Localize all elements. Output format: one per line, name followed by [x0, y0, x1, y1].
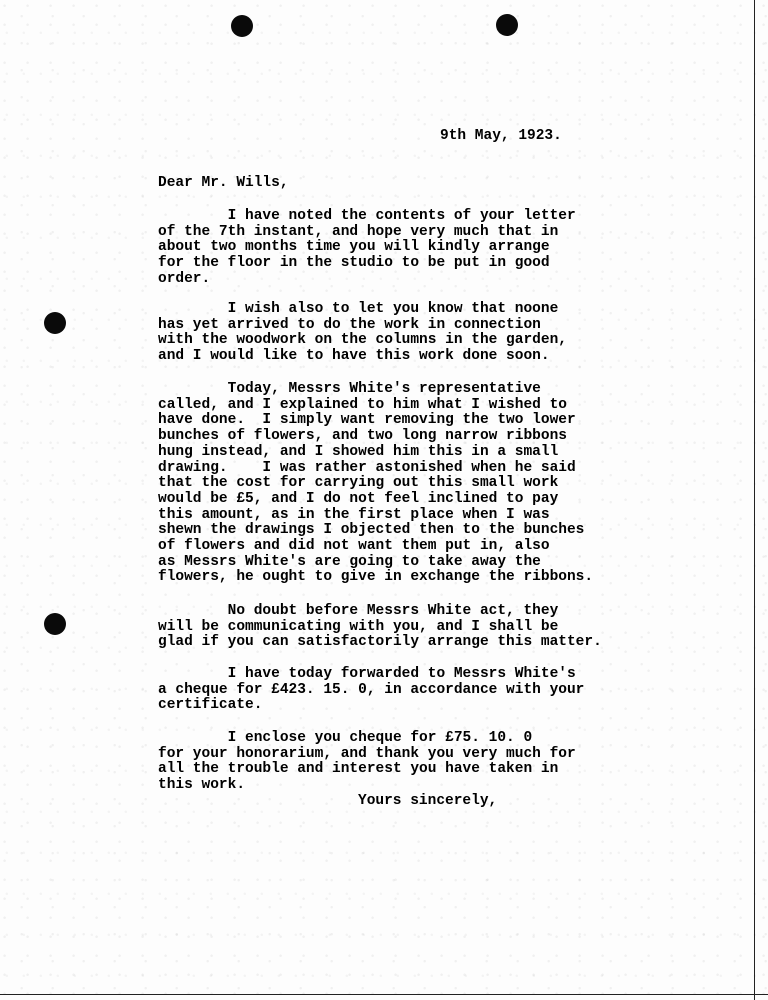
- paragraph-floor: I have noted the contents of your letter of the 7th instant, and hope very much that in about two months time you will kindly arrange for the floor in the studio to be put in good order.: [158, 208, 576, 287]
- paragraph-woodwork: I wish also to let you know that noone has yet arrived to do the work in connection with the woodwork on the columns in the garden, and I would like to have this work done soon.: [158, 301, 567, 365]
- paragraph-cheque-forwarded: I have today forwarded to Messrs White's a cheque for £423. 15. 0, in accordance with your certificate.: [158, 666, 585, 714]
- letter-date: 9th May, 1923.: [440, 128, 562, 144]
- punch-hole-left-upper: [44, 312, 66, 334]
- page-border-bottom: [0, 994, 768, 995]
- punch-hole-top: [231, 15, 253, 37]
- paragraph-messrs-white: Today, Messrs White's representative called, and I explained to him what I wished to have done. I simply want removing the two lower bunches of flowers, and two long narrow ribbons hung instead, and I showed him this in a small drawing. I was rather astonished when he said that the cost for carrying out this small work would be £5, and I do not feel inclined to pay this amount, as in the first place when I was shewn the drawings I objected then to the bunches of flowers and did not want them put in, also as Messrs White's are going to take away the flowers, he ought to give in exchange the ribbons.: [158, 381, 594, 586]
- page-border-right: [754, 0, 755, 1000]
- paragraph-communicating: No doubt before Messrs White act, they will be communicating with you, and I shall be glad if you can satisfactorily arrange this matter.: [158, 603, 602, 651]
- punch-hole-left-lower: [44, 613, 66, 635]
- salutation: Dear Mr. Wills,: [158, 175, 289, 191]
- paragraph-honorarium: I enclose you cheque for £75. 10. 0 for your honorarium, and thank you very much for all the trouble and interest you have taken in this work.: [158, 730, 576, 794]
- punch-hole-top-right: [496, 14, 518, 36]
- closing: Yours sincerely,: [358, 793, 498, 809]
